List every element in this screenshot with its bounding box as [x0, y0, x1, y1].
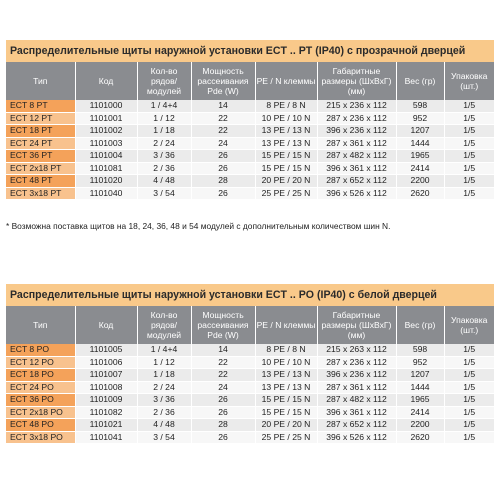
cell-package: 1/5: [444, 419, 494, 432]
cell-power: 22: [191, 125, 255, 138]
cell-terminals: 15 PE / 15 N: [255, 150, 317, 163]
cell-code: 1101001: [75, 112, 137, 125]
table-po-body: [6, 344, 494, 444]
section-po: [6, 283, 494, 444]
table-row: [6, 406, 494, 419]
cell-terminals: 8 PE / 8 N: [255, 344, 317, 356]
cell-terminals: 13 PE / 13 N: [255, 369, 317, 382]
header-type: Тип: [6, 62, 75, 100]
header-terminals: PE / N клеммы: [255, 306, 317, 344]
cell-rows-modules: 1 / 18: [137, 369, 191, 382]
cell-code: 1101020: [75, 175, 137, 188]
cell-rows-modules: 1 / 4+4: [137, 100, 191, 112]
cell-code: 1101006: [75, 356, 137, 369]
header-weight: Вес (гр): [396, 62, 444, 100]
cell-weight: 1207: [396, 125, 444, 138]
table-row: [6, 150, 494, 163]
cell-code: 1101009: [75, 394, 137, 407]
cell-dimensions: 287 x 361 x 112: [317, 381, 396, 394]
header-power: Мощность рассеивания Pde (W): [191, 306, 255, 344]
cell-rows-modules: 4 / 48: [137, 419, 191, 432]
table-row: [6, 431, 494, 444]
cell-terminals: 13 PE / 13 N: [255, 125, 317, 138]
cell-rows-modules: 1 / 12: [137, 356, 191, 369]
section-pt: [6, 39, 494, 200]
cell-package: 1/5: [444, 406, 494, 419]
table-row: [6, 344, 494, 356]
table-row: [6, 381, 494, 394]
cell-package: 1/5: [444, 369, 494, 382]
cell-package: 1/5: [444, 381, 494, 394]
cell-terminals: 25 PE / 25 N: [255, 431, 317, 444]
header-type: Тип: [6, 306, 75, 344]
cell-terminals: 10 PE / 10 N: [255, 356, 317, 369]
cell-type: ECT 36 PO: [6, 394, 75, 407]
header-code: Код: [75, 306, 137, 344]
cell-rows-modules: 3 / 36: [137, 394, 191, 407]
cell-power: 24: [191, 137, 255, 150]
cell-power: 26: [191, 406, 255, 419]
table-row: [6, 100, 494, 112]
cell-package: 1/5: [444, 100, 494, 112]
cell-weight: 2200: [396, 175, 444, 188]
table-pt-header: [6, 62, 494, 100]
cell-weight: 952: [396, 112, 444, 125]
cell-terminals: 8 PE / 8 N: [255, 100, 317, 112]
cell-type: ECT 48 PT: [6, 175, 75, 188]
cell-power: 22: [191, 369, 255, 382]
table-row: [6, 419, 494, 432]
cell-type: ECT 48 PO: [6, 419, 75, 432]
header-dimensions: Габаритные размеры (ШхВхГ) (мм): [317, 306, 396, 344]
header-package: Упаковка (шт.): [444, 62, 494, 100]
cell-power: 14: [191, 344, 255, 356]
table-row: [6, 125, 494, 138]
table-pt-body: [6, 100, 494, 200]
cell-dimensions: 287 x 482 x 112: [317, 150, 396, 163]
cell-package: 1/5: [444, 356, 494, 369]
cell-package: 1/5: [444, 125, 494, 138]
cell-rows-modules: 2 / 36: [137, 162, 191, 175]
cell-weight: 1207: [396, 369, 444, 382]
cell-type: ECT 3x18 PT: [6, 187, 75, 200]
cell-type: ECT 8 PO: [6, 344, 75, 356]
header-power: Мощность рассеивания Pde (W): [191, 62, 255, 100]
cell-power: 26: [191, 394, 255, 407]
cell-dimensions: 287 x 236 x 112: [317, 356, 396, 369]
table-row: [6, 394, 494, 407]
cell-code: 1101021: [75, 419, 137, 432]
header-rows-modules: Кол-во рядов/ модулей: [137, 306, 191, 344]
cell-weight: 1965: [396, 394, 444, 407]
header-rows-modules: Кол-во рядов/ модулей: [137, 62, 191, 100]
cell-code: 1101004: [75, 150, 137, 163]
table-row: [6, 137, 494, 150]
cell-package: 1/5: [444, 150, 494, 163]
table-row: [6, 187, 494, 200]
cell-rows-modules: 3 / 54: [137, 431, 191, 444]
table-pt: [6, 62, 494, 200]
cell-weight: 2414: [396, 162, 444, 175]
header-weight: Вес (гр): [396, 306, 444, 344]
cell-weight: 1444: [396, 381, 444, 394]
cell-rows-modules: 2 / 24: [137, 137, 191, 150]
cell-weight: 2200: [396, 419, 444, 432]
table-row: [6, 175, 494, 188]
table-row: [6, 162, 494, 175]
cell-dimensions: 287 x 482 x 112: [317, 394, 396, 407]
cell-dimensions: 287 x 361 x 112: [317, 137, 396, 150]
cell-weight: 1444: [396, 137, 444, 150]
cell-weight: 2620: [396, 187, 444, 200]
cell-power: 22: [191, 112, 255, 125]
cell-weight: 598: [396, 344, 444, 356]
header-terminals: PE / N клеммы: [255, 62, 317, 100]
cell-rows-modules: 2 / 36: [137, 406, 191, 419]
cell-power: 26: [191, 162, 255, 175]
cell-dimensions: 287 x 652 x 112: [317, 419, 396, 432]
cell-rows-modules: 3 / 36: [137, 150, 191, 163]
cell-code: 1101007: [75, 369, 137, 382]
cell-code: 1101008: [75, 381, 137, 394]
cell-dimensions: 287 x 652 x 112: [317, 175, 396, 188]
cell-dimensions: 396 x 361 x 112: [317, 162, 396, 175]
cell-power: 28: [191, 175, 255, 188]
cell-rows-modules: 2 / 24: [137, 381, 191, 394]
cell-terminals: 15 PE / 15 N: [255, 394, 317, 407]
cell-dimensions: 396 x 236 x 112: [317, 125, 396, 138]
cell-dimensions: 396 x 526 x 112: [317, 431, 396, 444]
cell-code: 1101003: [75, 137, 137, 150]
cell-power: 26: [191, 150, 255, 163]
cell-code: 1101005: [75, 344, 137, 356]
cell-package: 1/5: [444, 112, 494, 125]
cell-type: ECT 18 PO: [6, 369, 75, 382]
header-package: Упаковка (шт.): [444, 306, 494, 344]
cell-code: 1101040: [75, 187, 137, 200]
cell-terminals: 20 PE / 20 N: [255, 175, 317, 188]
cell-power: 14: [191, 100, 255, 112]
cell-package: 1/5: [444, 394, 494, 407]
cell-type: ECT 36 PT: [6, 150, 75, 163]
cell-weight: 952: [396, 356, 444, 369]
cell-type: ECT 24 PT: [6, 137, 75, 150]
cell-weight: 2414: [396, 406, 444, 419]
cell-type: ECT 12 PT: [6, 112, 75, 125]
table-row: [6, 369, 494, 382]
cell-terminals: 25 PE / 25 N: [255, 187, 317, 200]
cell-package: 1/5: [444, 187, 494, 200]
cell-terminals: 15 PE / 15 N: [255, 162, 317, 175]
cell-power: 24: [191, 381, 255, 394]
cell-dimensions: 215 x 236 x 112: [317, 100, 396, 112]
cell-weight: 1965: [396, 150, 444, 163]
cell-power: 28: [191, 419, 255, 432]
cell-terminals: 13 PE / 13 N: [255, 381, 317, 394]
cell-terminals: 10 PE / 10 N: [255, 112, 317, 125]
cell-package: 1/5: [444, 162, 494, 175]
cell-rows-modules: 3 / 54: [137, 187, 191, 200]
table-po: [6, 306, 494, 444]
cell-type: ECT 18 PT: [6, 125, 75, 138]
cell-rows-modules: 1 / 12: [137, 112, 191, 125]
cell-terminals: 15 PE / 15 N: [255, 406, 317, 419]
cell-power: 26: [191, 431, 255, 444]
cell-package: 1/5: [444, 431, 494, 444]
cell-dimensions: 396 x 361 x 112: [317, 406, 396, 419]
cell-type: ECT 8 PT: [6, 100, 75, 112]
cell-type: ECT 2x18 PT: [6, 162, 75, 175]
cell-dimensions: 287 x 236 x 112: [317, 112, 396, 125]
table-po-header: [6, 306, 494, 344]
footnote: * Возможна поставка щитов на 18, 24, 36, 48 и 54 модулей с дополнительным количеством шин N.: [6, 221, 391, 231]
cell-terminals: 20 PE / 20 N: [255, 419, 317, 432]
header-code: Код: [75, 62, 137, 100]
cell-power: 26: [191, 187, 255, 200]
cell-package: 1/5: [444, 137, 494, 150]
cell-code: 1101000: [75, 100, 137, 112]
cell-power: 22: [191, 356, 255, 369]
cell-terminals: 13 PE / 13 N: [255, 137, 317, 150]
cell-code: 1101002: [75, 125, 137, 138]
cell-type: ECT 12 PO: [6, 356, 75, 369]
cell-package: 1/5: [444, 344, 494, 356]
cell-type: ECT 2x18 PO: [6, 406, 75, 419]
cell-weight: 2620: [396, 431, 444, 444]
table-row: [6, 112, 494, 125]
cell-weight: 598: [396, 100, 444, 112]
cell-rows-modules: 1 / 4+4: [137, 344, 191, 356]
cell-package: 1/5: [444, 175, 494, 188]
cell-rows-modules: 4 / 48: [137, 175, 191, 188]
cell-code: 1101041: [75, 431, 137, 444]
cell-dimensions: 396 x 236 x 112: [317, 369, 396, 382]
cell-code: 1101081: [75, 162, 137, 175]
section-pt-title: Распределительные щиты наружной установки ECT .. PT (IP40) с прозрачной дверцей: [6, 39, 494, 62]
header-dimensions: Габаритные размеры (ШхВхГ) (мм): [317, 62, 396, 100]
cell-dimensions: 396 x 526 x 112: [317, 187, 396, 200]
cell-rows-modules: 1 / 18: [137, 125, 191, 138]
cell-type: ECT 24 PO: [6, 381, 75, 394]
cell-code: 1101082: [75, 406, 137, 419]
cell-type: ECT 3x18 PO: [6, 431, 75, 444]
table-row: [6, 356, 494, 369]
cell-dimensions: 215 x 263 x 112: [317, 344, 396, 356]
section-po-title: Распределительные щиты наружной установки ECT .. PO (IP40) с белой дверцей: [6, 283, 494, 306]
